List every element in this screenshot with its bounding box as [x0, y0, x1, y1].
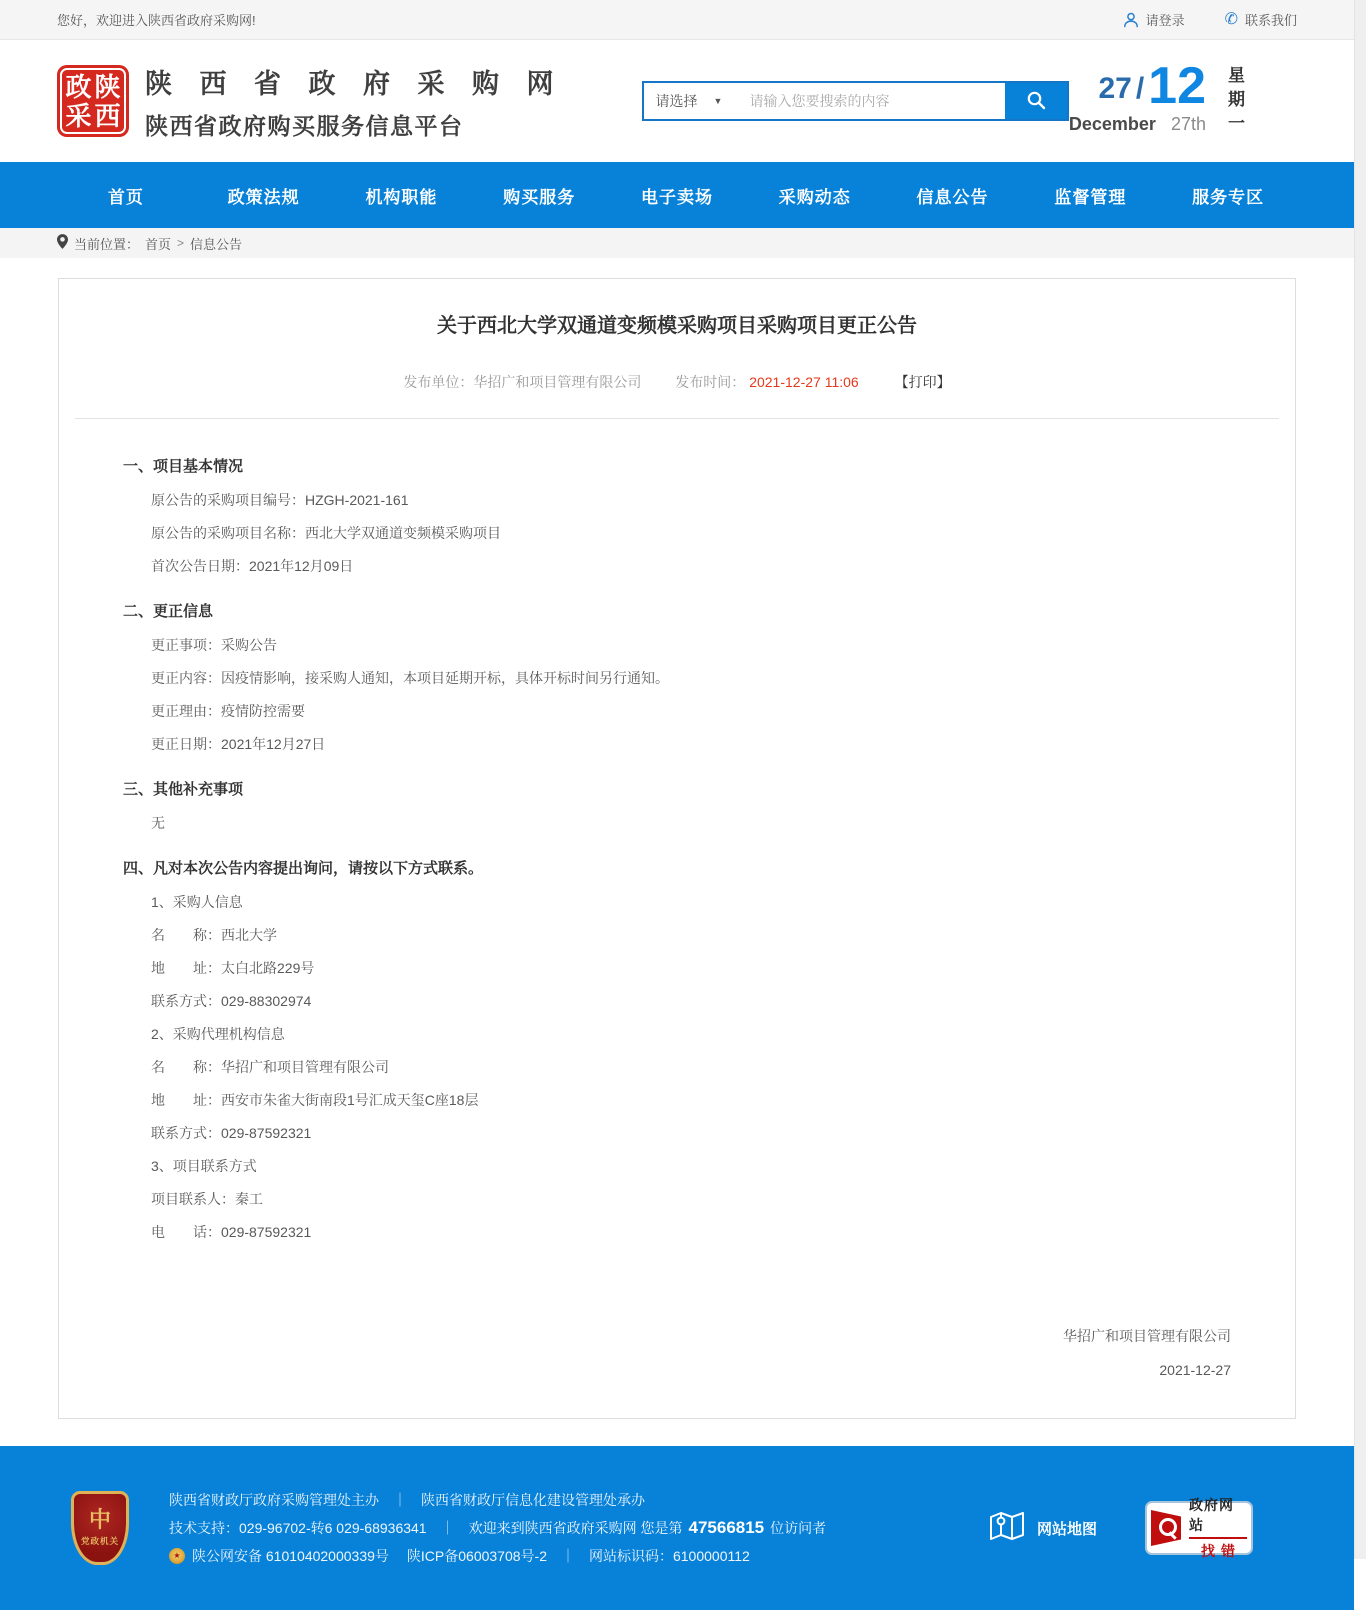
login-label: 请登录	[1146, 10, 1185, 29]
find-error-magnifier-icon	[1151, 1510, 1181, 1546]
footer-welcome: 欢迎来到陕西省政府采购网 您是第	[469, 1518, 683, 1538]
publish-time-value: 2021-12-27 11:06	[749, 374, 859, 390]
date-separator: /	[1136, 74, 1144, 108]
date-day: 27	[1098, 74, 1131, 108]
party-government-badge	[71, 1491, 129, 1565]
article-section	[123, 602, 1231, 754]
section-line: 原公告的采购项目编号：HZGH-2021-161	[123, 491, 1231, 510]
logo-char: 采	[64, 101, 93, 130]
section-line: 3、项目联系方式	[123, 1157, 1231, 1176]
search-category-select[interactable]	[644, 83, 746, 119]
nav-item-机构职能[interactable]: 机构职能	[333, 162, 471, 228]
section-line: 2、采购代理机构信息	[123, 1025, 1231, 1044]
section-line: 项目联系人：秦工	[123, 1190, 1231, 1209]
section-line: 电 话：029-87592321	[123, 1223, 1231, 1242]
chevron-down-icon: ▼	[714, 96, 723, 106]
location-pin-icon	[57, 234, 68, 252]
search-category-value: 请选择	[656, 91, 698, 111]
date-day-en: 27th	[1171, 114, 1206, 134]
sitemap-label: 网站地图	[1037, 1518, 1097, 1539]
phone-icon: ✆	[1225, 12, 1238, 28]
section-line: 地 址：太白北路229号	[123, 959, 1231, 978]
site-subtitle: 陕西省政府购买服务信息平台	[145, 108, 564, 141]
section-line: 更正日期：2021年12月27日	[123, 735, 1231, 754]
article-signature	[59, 1268, 1295, 1378]
breadcrumb-current[interactable]: 信息公告	[190, 234, 242, 253]
scrollbar-track[interactable]	[1354, 0, 1366, 1559]
section-line: 更正事项：采购公告	[123, 636, 1231, 655]
article-section	[123, 457, 1231, 576]
section-heading: 四、凡对本次公告内容提出询问，请按以下方式联系。	[123, 859, 1231, 879]
police-badge-icon: ★	[169, 1548, 185, 1564]
find-error-title: 政府网站	[1189, 1495, 1247, 1539]
section-line: 首次公告日期：2021年12月09日	[123, 557, 1231, 576]
footer-site-code: 网站标识码：6100000112	[589, 1546, 750, 1566]
nav-item-首页[interactable]: 首页	[57, 162, 195, 228]
section-line: 联系方式：029-87592321	[123, 1124, 1231, 1143]
topbar	[0, 0, 1354, 40]
breadcrumb	[0, 228, 1354, 258]
main-nav	[0, 162, 1354, 228]
section-line: 地 址：西安市朱雀大街南段1号汇成天玺C座18层	[123, 1091, 1231, 1110]
signature-company: 华招广和项目管理有限公司	[123, 1326, 1231, 1346]
search-input[interactable]	[746, 83, 1005, 119]
section-heading: 三、其他补充事项	[123, 780, 1231, 800]
contact-label: 联系我们	[1245, 10, 1297, 29]
signature-date: 2021-12-27	[123, 1362, 1231, 1378]
footer-line-1: 陕西省财政厅政府采购管理处主办 ｜ 陕西省财政厅信息化建设管理处承办	[169, 1490, 826, 1510]
nav-item-监督管理[interactable]: 监督管理	[1021, 162, 1159, 228]
publish-time-label: 发布时间：	[675, 374, 745, 390]
section-heading: 一、项目基本情况	[123, 457, 1231, 477]
breadcrumb-label: 当前位置：	[74, 234, 139, 253]
sitemap-link[interactable]	[989, 1510, 1097, 1546]
section-line: 更正理由：疫情防控需要	[123, 702, 1231, 721]
section-line: 名 称：西北大学	[123, 926, 1231, 945]
article-sections	[59, 419, 1295, 1242]
section-line: 原公告的采购项目名称：西北大学双通道变频模采购项目	[123, 524, 1231, 543]
footer-support: 技术支持：029-96702-转6 029-68936341	[169, 1518, 427, 1538]
site-titles	[145, 62, 564, 141]
breadcrumb-separator: >	[177, 236, 184, 250]
footer-beian[interactable]: 陕公网安备 61010402000339号	[192, 1546, 389, 1566]
find-error-subtitle: 找错	[1195, 1541, 1241, 1561]
section-line: 更正内容：因疫情影响，接采购人通知，本项目延期开标，具体开标时间另行通知。	[123, 669, 1231, 688]
nav-item-信息公告[interactable]: 信息公告	[884, 162, 1022, 228]
nav-item-采购动态[interactable]: 采购动态	[746, 162, 884, 228]
header	[0, 40, 1354, 162]
contact-link[interactable]	[1225, 10, 1297, 29]
search-button[interactable]	[1005, 83, 1067, 119]
footer-cohost: 陕西省财政厅信息化建设管理处承办	[421, 1490, 645, 1510]
date-month: 12	[1148, 64, 1206, 108]
footer-icp[interactable]: 陕ICP备06003708号-2	[407, 1546, 547, 1566]
search-icon	[1026, 90, 1046, 113]
section-line: 1、采购人信息	[123, 893, 1231, 912]
article-section	[123, 859, 1231, 1242]
login-link[interactable]	[1123, 10, 1185, 29]
user-icon	[1123, 12, 1139, 28]
logo-char: 陕	[93, 72, 122, 101]
footer-host: 陕西省财政厅政府采购管理处主办	[169, 1490, 379, 1510]
breadcrumb-home-link[interactable]: 首页	[145, 234, 171, 253]
welcome-text: 您好，欢迎进入陕西省政府采购网!	[57, 10, 256, 29]
nav-item-电子卖场[interactable]: 电子卖场	[608, 162, 746, 228]
nav-item-政策法规[interactable]: 政策法规	[195, 162, 333, 228]
site-title: 陕 西 省 政 府 采 购 网	[145, 62, 564, 101]
footer	[0, 1446, 1354, 1610]
article-container	[58, 278, 1296, 1419]
section-line: 联系方式：029-88302974	[123, 992, 1231, 1011]
print-button[interactable]: 【打印】	[895, 374, 951, 390]
find-error-badge[interactable]	[1145, 1501, 1253, 1555]
search-bar	[642, 81, 1069, 121]
nav-menu	[57, 162, 1297, 228]
footer-line-2: 技术支持：029-96702-转6 029-68936341 ｜ 欢迎来到陕西省政府采购网 您是第 47566815 位访问者	[169, 1518, 826, 1538]
badge-label: 党政机关	[81, 1534, 119, 1546]
article-meta	[59, 372, 1295, 392]
logo-char: 政	[64, 72, 93, 101]
section-line: 无	[123, 814, 1231, 833]
date-weekday: 星期一	[1222, 64, 1247, 138]
nav-item-服务专区[interactable]: 服务专区	[1159, 162, 1297, 228]
footer-line-3: ★ 陕公网安备 61010402000339号 陕ICP备06003708号-2 ｜ 网站标识码：6100000112	[169, 1546, 826, 1566]
date-month-en: December	[1069, 114, 1156, 134]
logo-char: 西	[93, 101, 122, 130]
nav-item-购买服务[interactable]: 购买服务	[470, 162, 608, 228]
site-logo[interactable]	[57, 65, 129, 137]
section-line: 名 称：华招广和项目管理有限公司	[123, 1058, 1231, 1077]
sitemap-icon	[989, 1510, 1025, 1546]
section-heading: 二、更正信息	[123, 602, 1231, 622]
badge-emblem-icon: 中	[89, 1509, 111, 1531]
date-widget	[1069, 64, 1297, 138]
article-section	[123, 780, 1231, 833]
publisher-text: 发布单位：华招广和项目管理有限公司	[403, 374, 641, 390]
visitor-count: 47566815	[689, 1518, 765, 1538]
article-title: 关于西北大学双通道变频模采购项目采购项目更正公告	[59, 309, 1295, 338]
footer-visitor-suffix: 位访问者	[770, 1518, 826, 1538]
